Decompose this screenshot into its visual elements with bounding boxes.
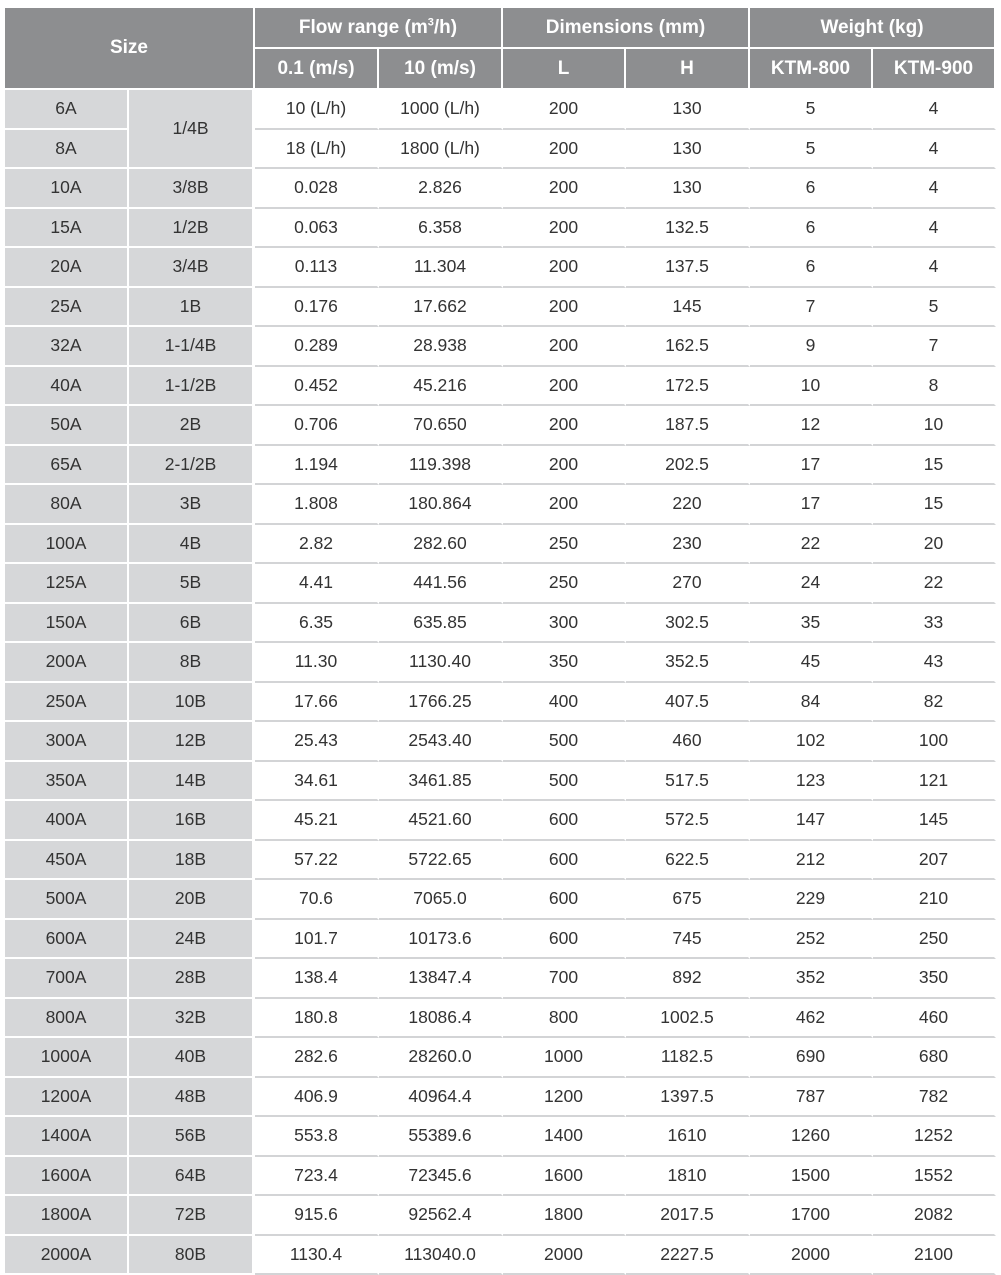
weight-ktm800-cell: 229 — [750, 880, 873, 920]
table-row — [5, 406, 996, 446]
flow-low-cell: 101.7 — [255, 920, 379, 960]
flow-low-cell: 10 (L/h) — [255, 90, 379, 130]
weight-ktm800-cell: 17 — [750, 485, 873, 525]
size-b-cell: 5B — [129, 564, 255, 604]
table-row — [5, 683, 996, 723]
weight-ktm900-cell: 350 — [873, 959, 996, 999]
weight-ktm900-cell: 207 — [873, 841, 996, 881]
size-b-cell: 24B — [129, 920, 255, 960]
size-b-cell: 20B — [129, 880, 255, 920]
size-b-cell: 1/4B — [129, 90, 255, 169]
flow-low-cell: 45.21 — [255, 801, 379, 841]
weight-ktm800-cell: 212 — [750, 841, 873, 881]
weight-ktm900-cell: 100 — [873, 722, 996, 762]
flow-low-cell: 18 (L/h) — [255, 130, 379, 170]
dim-h-cell: 302.5 — [626, 604, 750, 644]
table-row — [5, 604, 996, 644]
dim-h-cell: 407.5 — [626, 683, 750, 723]
flow-low-cell: 723.4 — [255, 1157, 379, 1197]
size-b-cell: 80B — [129, 1236, 255, 1275]
flow-low-cell: 2.82 — [255, 525, 379, 565]
dim-h-cell: 517.5 — [626, 762, 750, 802]
dim-h-cell: 1810 — [626, 1157, 750, 1197]
table-row — [5, 959, 996, 999]
weight-ktm900-cell: 22 — [873, 564, 996, 604]
weight-ktm900-cell: 15 — [873, 485, 996, 525]
size-a-cell: 1400A — [5, 1117, 129, 1157]
size-a-cell: 200A — [5, 643, 129, 683]
flow-high-cell: 2.826 — [379, 169, 503, 209]
weight-ktm800-cell: 84 — [750, 683, 873, 723]
size-b-cell: 32B — [129, 999, 255, 1039]
size-b-cell: 16B — [129, 801, 255, 841]
flow-range-header — [255, 8, 503, 49]
table-row — [5, 1157, 996, 1197]
flow-high-cell: 635.85 — [379, 604, 503, 644]
dim-h-header: H — [626, 49, 750, 90]
dim-h-cell: 172.5 — [626, 367, 750, 407]
dim-l-cell: 1600 — [503, 1157, 626, 1197]
flow-high-cell: 4521.60 — [379, 801, 503, 841]
flow-range-suffix: /h) — [433, 16, 458, 38]
weight-header: Weight (kg) — [750, 8, 996, 49]
flow-low-cell: 6.35 — [255, 604, 379, 644]
size-b-cell: 48B — [129, 1078, 255, 1118]
flow-low-cell: 0.289 — [255, 327, 379, 367]
size-b-cell: 56B — [129, 1117, 255, 1157]
flow-high-cell: 7065.0 — [379, 880, 503, 920]
flow-low-cell: 0.063 — [255, 209, 379, 249]
table-row — [5, 564, 996, 604]
flow-high-cell: 282.60 — [379, 525, 503, 565]
dim-h-cell: 187.5 — [626, 406, 750, 446]
flow-low-cell: 17.66 — [255, 683, 379, 723]
table-row — [5, 90, 996, 130]
dim-h-cell: 745 — [626, 920, 750, 960]
table-row — [5, 999, 996, 1039]
size-a-cell: 700A — [5, 959, 129, 999]
table-row — [5, 525, 996, 565]
dim-l-cell: 200 — [503, 288, 626, 328]
size-a-cell: 1800A — [5, 1196, 129, 1236]
weight-ktm800-cell: 5 — [750, 130, 873, 170]
weight-ktm800-cell: 690 — [750, 1038, 873, 1078]
dim-l-cell: 200 — [503, 130, 626, 170]
weight-ktm900-cell: 10 — [873, 406, 996, 446]
weight-ktm900-cell: 782 — [873, 1078, 996, 1118]
weight-ktm800-cell: 7 — [750, 288, 873, 328]
weight-ktm900-cell: 2082 — [873, 1196, 996, 1236]
dim-l-cell: 200 — [503, 248, 626, 288]
flow-high-cell: 28.938 — [379, 327, 503, 367]
flow-high-cell: 11.304 — [379, 248, 503, 288]
dim-l-cell: 200 — [503, 367, 626, 407]
dim-l-cell: 250 — [503, 564, 626, 604]
table-row — [5, 722, 996, 762]
flow-high-cell: 6.358 — [379, 209, 503, 249]
flow-low-cell: 1.194 — [255, 446, 379, 486]
dim-l-cell: 1400 — [503, 1117, 626, 1157]
weight-ktm900-cell: 250 — [873, 920, 996, 960]
dim-l-header: L — [503, 49, 626, 90]
table-body — [5, 90, 996, 1275]
dim-h-cell: 572.5 — [626, 801, 750, 841]
flow-low-cell: 1130.4 — [255, 1236, 379, 1275]
dim-h-cell: 230 — [626, 525, 750, 565]
weight-ktm800-cell: 1260 — [750, 1117, 873, 1157]
weight-ktm900-cell: 20 — [873, 525, 996, 565]
size-a-cell: 1600A — [5, 1157, 129, 1197]
flow-high-cell: 1766.25 — [379, 683, 503, 723]
weight-ktm900-cell: 210 — [873, 880, 996, 920]
dim-h-cell: 130 — [626, 130, 750, 170]
dim-l-cell: 200 — [503, 327, 626, 367]
weight-ktm900-cell: 82 — [873, 683, 996, 723]
size-a-cell: 8A — [5, 130, 129, 170]
dim-l-cell: 600 — [503, 841, 626, 881]
flow-low-cell: 406.9 — [255, 1078, 379, 1118]
dim-l-cell: 2000 — [503, 1236, 626, 1275]
dim-h-cell: 460 — [626, 722, 750, 762]
table-row — [5, 801, 996, 841]
size-a-cell: 125A — [5, 564, 129, 604]
table-row — [5, 1117, 996, 1157]
weight-ktm800-cell: 24 — [750, 564, 873, 604]
weight-ktm900-cell: 145 — [873, 801, 996, 841]
flow-low-cell: 70.6 — [255, 880, 379, 920]
dim-l-cell: 200 — [503, 406, 626, 446]
dim-l-cell: 800 — [503, 999, 626, 1039]
flow-high-cell: 70.650 — [379, 406, 503, 446]
weight-ktm800-cell: 787 — [750, 1078, 873, 1118]
size-a-cell: 500A — [5, 880, 129, 920]
dim-l-cell: 500 — [503, 722, 626, 762]
size-a-cell: 50A — [5, 406, 129, 446]
size-a-cell: 2000A — [5, 1236, 129, 1275]
weight-ktm800-cell: 6 — [750, 209, 873, 249]
flow-high-cell: 1130.40 — [379, 643, 503, 683]
weight-ktm800-cell: 35 — [750, 604, 873, 644]
size-a-cell: 150A — [5, 604, 129, 644]
size-a-cell: 350A — [5, 762, 129, 802]
table-row — [5, 248, 996, 288]
table-row — [5, 643, 996, 683]
table-row — [5, 841, 996, 881]
table-row — [5, 288, 996, 328]
size-a-cell: 15A — [5, 209, 129, 249]
size-b-cell: 1-1/4B — [129, 327, 255, 367]
weight-ktm800-cell: 10 — [750, 367, 873, 407]
dim-h-cell: 220 — [626, 485, 750, 525]
size-a-cell: 1200A — [5, 1078, 129, 1118]
size-a-cell: 80A — [5, 485, 129, 525]
table-row — [5, 367, 996, 407]
flow-low-cell: 138.4 — [255, 959, 379, 999]
flow-high-cell: 1800 (L/h) — [379, 130, 503, 170]
table-row — [5, 1196, 996, 1236]
weight-ktm800-header: KTM-800 — [750, 49, 873, 90]
weight-ktm900-cell: 4 — [873, 169, 996, 209]
dim-h-cell: 1182.5 — [626, 1038, 750, 1078]
weight-ktm900-cell: 43 — [873, 643, 996, 683]
weight-ktm800-cell: 1500 — [750, 1157, 873, 1197]
flow-range-sup: 3 — [427, 16, 434, 29]
dim-h-cell: 137.5 — [626, 248, 750, 288]
flow-high-cell: 28260.0 — [379, 1038, 503, 1078]
size-b-cell: 4B — [129, 525, 255, 565]
flow-low-cell: 0.176 — [255, 288, 379, 328]
flow-high-cell: 3461.85 — [379, 762, 503, 802]
flow-low-cell: 180.8 — [255, 999, 379, 1039]
dim-h-cell: 130 — [626, 169, 750, 209]
weight-ktm800-cell: 2000 — [750, 1236, 873, 1275]
size-a-cell: 40A — [5, 367, 129, 407]
table-row — [5, 1236, 996, 1275]
size-a-cell: 1000A — [5, 1038, 129, 1078]
weight-ktm800-cell: 17 — [750, 446, 873, 486]
dim-l-cell: 600 — [503, 920, 626, 960]
weight-ktm900-cell: 2100 — [873, 1236, 996, 1275]
flow-low-header: 0.1 (m/s) — [255, 49, 379, 90]
size-b-cell: 1B — [129, 288, 255, 328]
flow-range-label: Flow range (m — [298, 16, 428, 38]
dim-h-cell: 352.5 — [626, 643, 750, 683]
size-b-cell: 2-1/2B — [129, 446, 255, 486]
flow-low-cell: 4.41 — [255, 564, 379, 604]
weight-ktm900-cell: 680 — [873, 1038, 996, 1078]
size-b-cell: 8B — [129, 643, 255, 683]
dim-h-cell: 162.5 — [626, 327, 750, 367]
weight-ktm800-cell: 9 — [750, 327, 873, 367]
dim-l-cell: 1800 — [503, 1196, 626, 1236]
flow-low-cell: 0.452 — [255, 367, 379, 407]
flow-low-cell: 0.706 — [255, 406, 379, 446]
weight-ktm800-cell: 462 — [750, 999, 873, 1039]
weight-ktm900-cell: 15 — [873, 446, 996, 486]
weight-ktm800-cell: 6 — [750, 169, 873, 209]
dim-l-cell: 600 — [503, 880, 626, 920]
dim-h-cell: 1002.5 — [626, 999, 750, 1039]
size-a-cell: 25A — [5, 288, 129, 328]
flow-low-cell: 1.808 — [255, 485, 379, 525]
weight-ktm900-cell: 1552 — [873, 1157, 996, 1197]
weight-ktm800-cell: 6 — [750, 248, 873, 288]
weight-ktm800-cell: 352 — [750, 959, 873, 999]
table-row — [5, 762, 996, 802]
size-b-cell: 12B — [129, 722, 255, 762]
table-row — [5, 446, 996, 486]
header-group-row — [5, 8, 996, 49]
flow-low-cell: 0.028 — [255, 169, 379, 209]
table-row — [5, 1078, 996, 1118]
dim-h-cell: 132.5 — [626, 209, 750, 249]
dim-l-cell: 600 — [503, 801, 626, 841]
table-row — [5, 920, 996, 960]
weight-ktm900-cell: 4 — [873, 90, 996, 130]
size-a-cell: 65A — [5, 446, 129, 486]
size-b-cell: 40B — [129, 1038, 255, 1078]
dim-l-cell: 300 — [503, 604, 626, 644]
dim-l-cell: 200 — [503, 485, 626, 525]
flow-low-cell: 34.61 — [255, 762, 379, 802]
size-b-cell: 1-1/2B — [129, 367, 255, 407]
size-b-cell: 3/8B — [129, 169, 255, 209]
size-a-cell: 250A — [5, 683, 129, 723]
weight-ktm900-cell: 4 — [873, 209, 996, 249]
weight-ktm900-cell: 460 — [873, 999, 996, 1039]
weight-ktm800-cell: 123 — [750, 762, 873, 802]
dim-h-cell: 130 — [626, 90, 750, 130]
table-row — [5, 327, 996, 367]
dimensions-header: Dimensions (mm) — [503, 8, 750, 49]
dim-l-cell: 500 — [503, 762, 626, 802]
size-b-cell: 1/2B — [129, 209, 255, 249]
flow-high-cell: 441.56 — [379, 564, 503, 604]
size-b-cell: 14B — [129, 762, 255, 802]
flow-high-cell: 17.662 — [379, 288, 503, 328]
weight-ktm900-cell: 121 — [873, 762, 996, 802]
flow-low-cell: 0.113 — [255, 248, 379, 288]
weight-ktm900-header: KTM-900 — [873, 49, 996, 90]
flow-low-cell: 25.43 — [255, 722, 379, 762]
table-row — [5, 209, 996, 249]
size-header: Size — [5, 8, 255, 90]
flow-high-cell: 180.864 — [379, 485, 503, 525]
weight-ktm800-cell: 22 — [750, 525, 873, 565]
size-b-cell: 28B — [129, 959, 255, 999]
weight-ktm900-cell: 4 — [873, 130, 996, 170]
dim-h-cell: 892 — [626, 959, 750, 999]
spec-table — [5, 8, 996, 1275]
flow-high-cell: 92562.4 — [379, 1196, 503, 1236]
dim-h-cell: 270 — [626, 564, 750, 604]
size-a-cell: 400A — [5, 801, 129, 841]
table-row — [5, 485, 996, 525]
weight-ktm800-cell: 1700 — [750, 1196, 873, 1236]
table-row — [5, 1038, 996, 1078]
size-b-cell: 10B — [129, 683, 255, 723]
size-a-cell: 6A — [5, 90, 129, 130]
flow-high-cell: 18086.4 — [379, 999, 503, 1039]
size-a-cell: 32A — [5, 327, 129, 367]
flow-low-cell: 282.6 — [255, 1038, 379, 1078]
table-row — [5, 169, 996, 209]
dim-l-cell: 200 — [503, 169, 626, 209]
weight-ktm800-cell: 252 — [750, 920, 873, 960]
flow-low-cell: 57.22 — [255, 841, 379, 881]
flow-high-cell: 5722.65 — [379, 841, 503, 881]
flow-low-cell: 915.6 — [255, 1196, 379, 1236]
size-a-cell: 10A — [5, 169, 129, 209]
weight-ktm900-cell: 1252 — [873, 1117, 996, 1157]
weight-ktm800-cell: 102 — [750, 722, 873, 762]
flow-high-cell: 40964.4 — [379, 1078, 503, 1118]
size-b-cell: 72B — [129, 1196, 255, 1236]
dim-h-cell: 2017.5 — [626, 1196, 750, 1236]
size-a-cell: 100A — [5, 525, 129, 565]
size-a-cell: 600A — [5, 920, 129, 960]
flow-high-cell: 45.216 — [379, 367, 503, 407]
flow-high-cell: 113040.0 — [379, 1236, 503, 1275]
size-b-cell: 18B — [129, 841, 255, 881]
dim-h-cell: 675 — [626, 880, 750, 920]
weight-ktm800-cell: 5 — [750, 90, 873, 130]
flow-high-cell: 119.398 — [379, 446, 503, 486]
flow-high-header: 10 (m/s) — [379, 49, 503, 90]
flow-high-cell: 10173.6 — [379, 920, 503, 960]
flow-high-cell: 13847.4 — [379, 959, 503, 999]
dim-h-cell: 1610 — [626, 1117, 750, 1157]
weight-ktm800-cell: 147 — [750, 801, 873, 841]
table-row — [5, 880, 996, 920]
size-a-cell: 800A — [5, 999, 129, 1039]
dim-l-cell: 250 — [503, 525, 626, 565]
flow-high-cell: 55389.6 — [379, 1117, 503, 1157]
dim-h-cell: 2227.5 — [626, 1236, 750, 1275]
weight-ktm900-cell: 7 — [873, 327, 996, 367]
dim-h-cell: 202.5 — [626, 446, 750, 486]
size-b-cell: 2B — [129, 406, 255, 446]
weight-ktm900-cell: 4 — [873, 248, 996, 288]
size-b-cell: 64B — [129, 1157, 255, 1197]
flow-low-cell: 553.8 — [255, 1117, 379, 1157]
size-a-cell: 300A — [5, 722, 129, 762]
dim-h-cell: 1397.5 — [626, 1078, 750, 1118]
dim-l-cell: 200 — [503, 209, 626, 249]
size-b-cell: 3B — [129, 485, 255, 525]
dim-h-cell: 622.5 — [626, 841, 750, 881]
dim-l-cell: 200 — [503, 90, 626, 130]
dim-h-cell: 145 — [626, 288, 750, 328]
dim-l-cell: 1200 — [503, 1078, 626, 1118]
weight-ktm800-cell: 12 — [750, 406, 873, 446]
weight-ktm900-cell: 8 — [873, 367, 996, 407]
flow-high-cell: 2543.40 — [379, 722, 503, 762]
dim-l-cell: 1000 — [503, 1038, 626, 1078]
weight-ktm800-cell: 45 — [750, 643, 873, 683]
dim-l-cell: 350 — [503, 643, 626, 683]
flow-high-cell: 72345.6 — [379, 1157, 503, 1197]
size-b-cell: 6B — [129, 604, 255, 644]
flow-low-cell: 11.30 — [255, 643, 379, 683]
size-a-cell: 20A — [5, 248, 129, 288]
weight-ktm900-cell: 33 — [873, 604, 996, 644]
dim-l-cell: 200 — [503, 446, 626, 486]
flow-high-cell: 1000 (L/h) — [379, 90, 503, 130]
size-a-cell: 450A — [5, 841, 129, 881]
size-b-cell: 3/4B — [129, 248, 255, 288]
dim-l-cell: 400 — [503, 683, 626, 723]
weight-ktm900-cell: 5 — [873, 288, 996, 328]
dim-l-cell: 700 — [503, 959, 626, 999]
